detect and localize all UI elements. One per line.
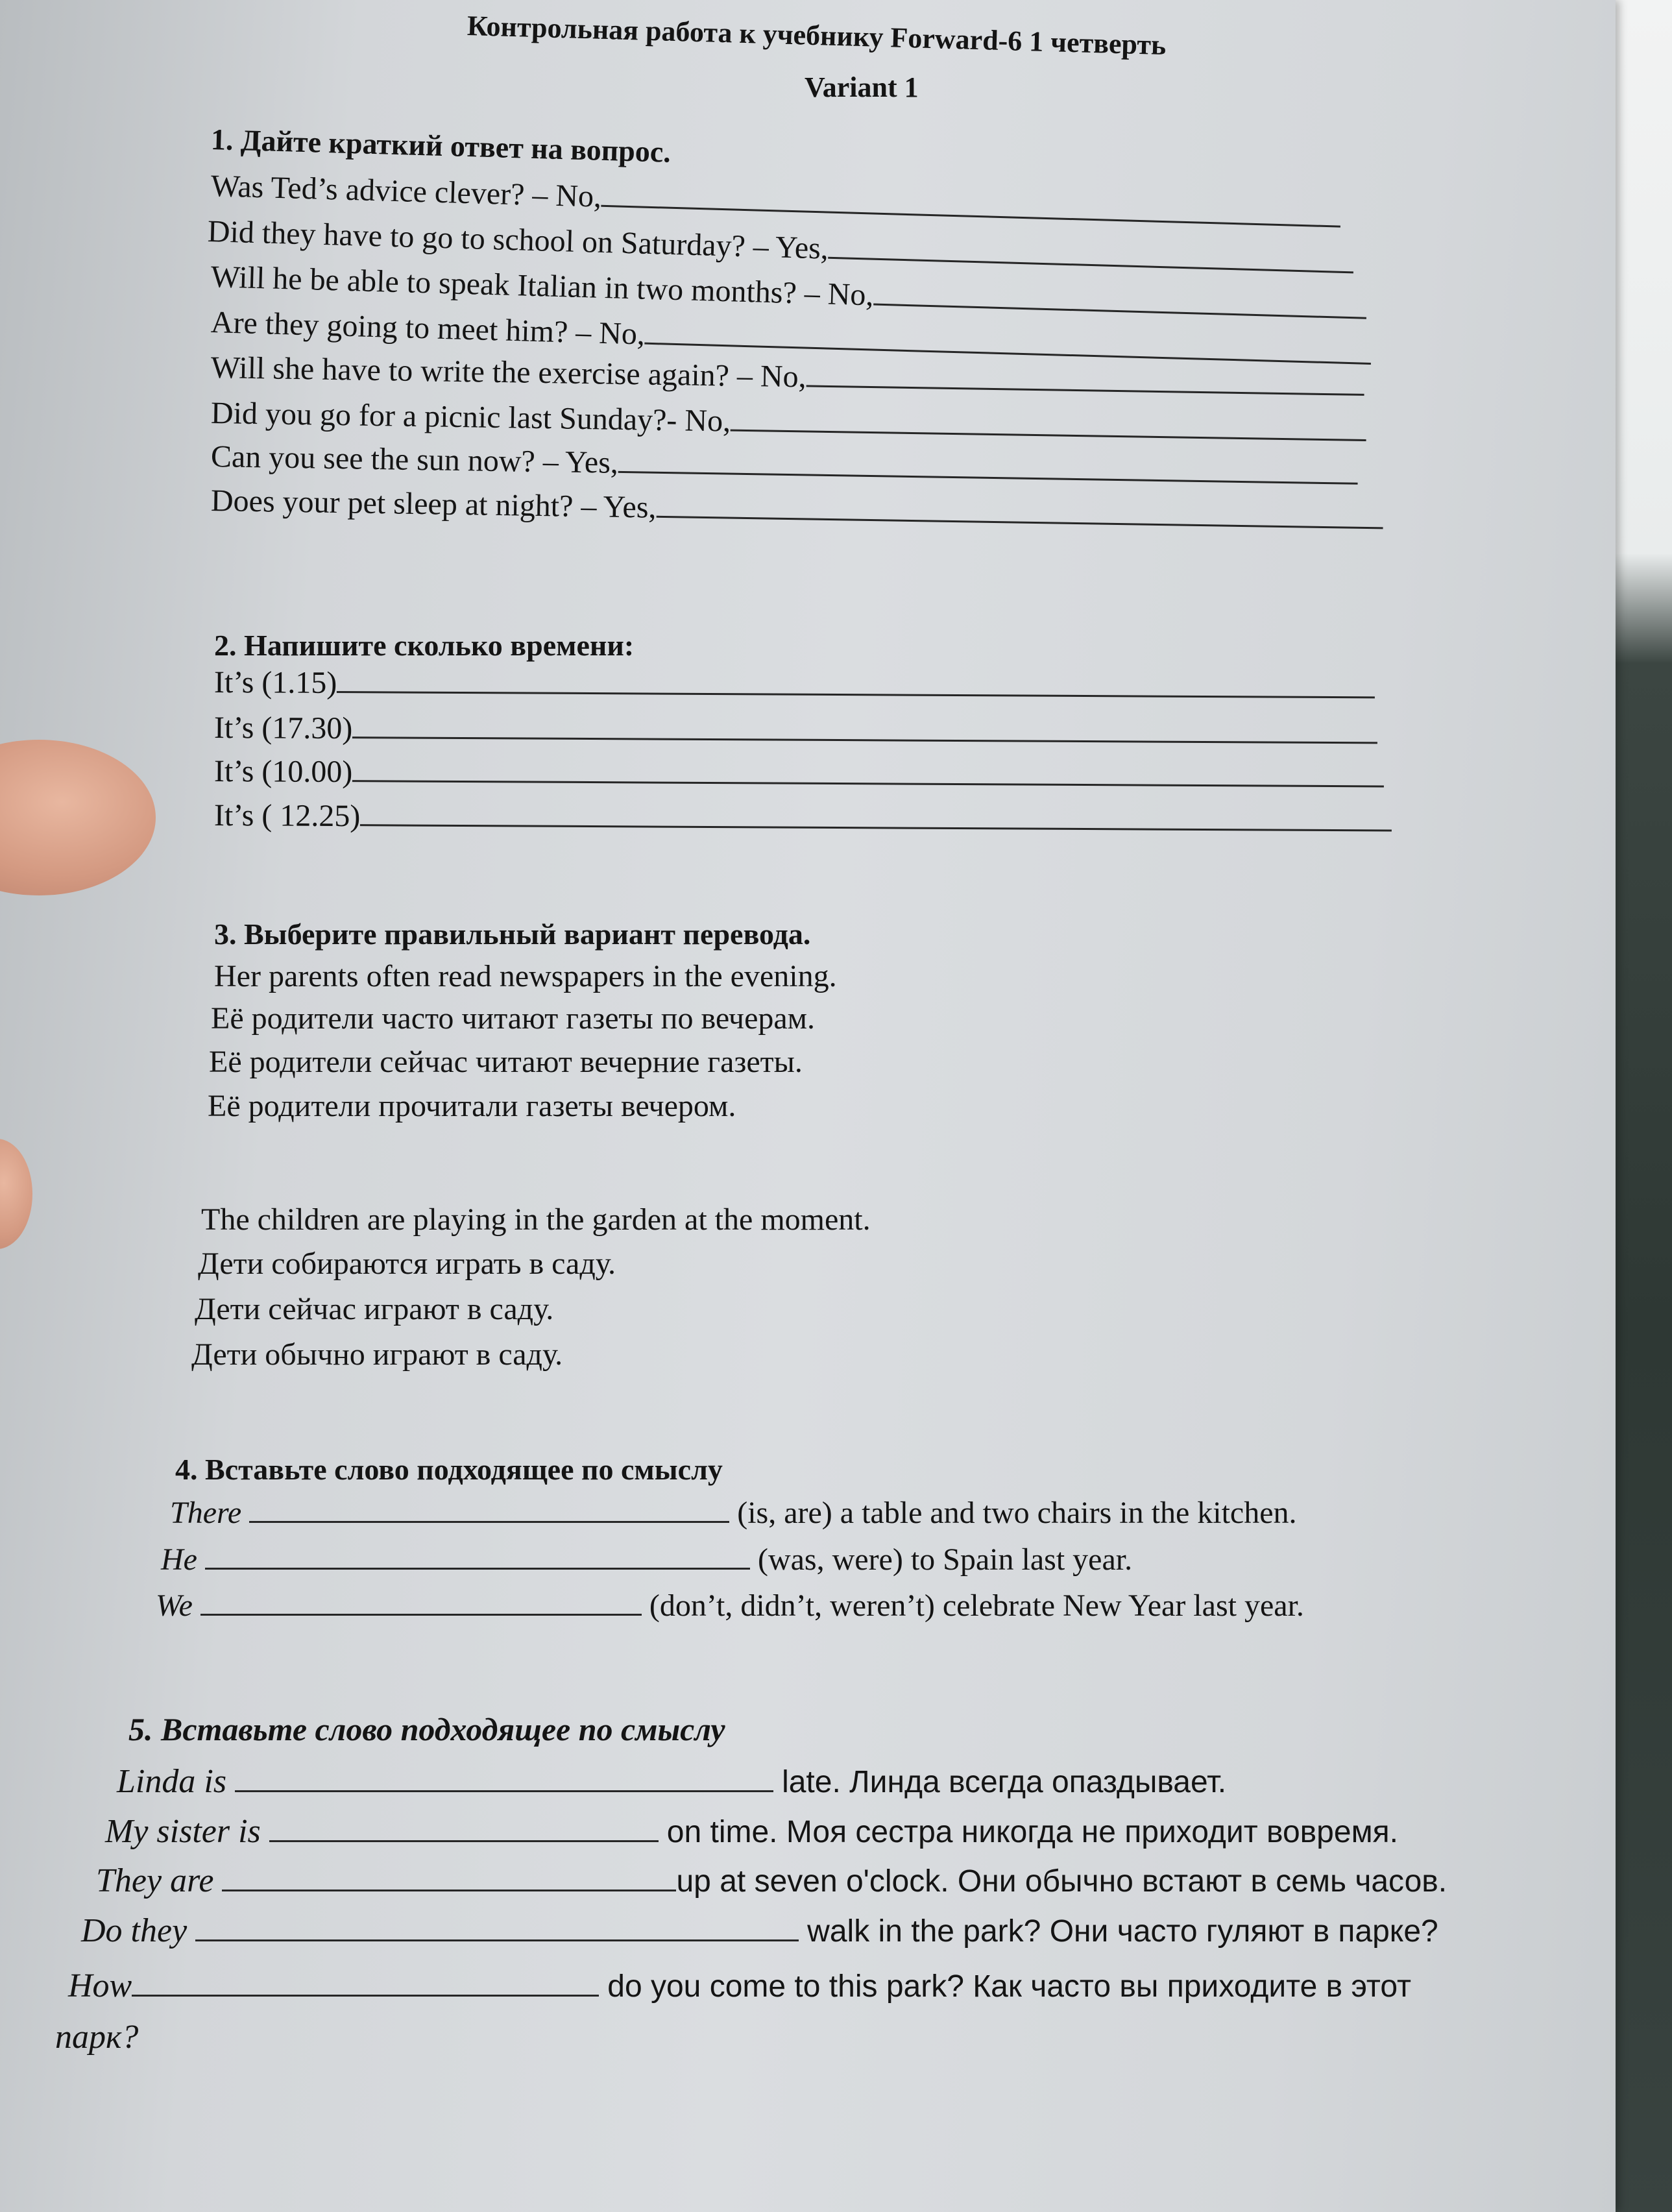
time-item (214, 751, 1385, 797)
question-text: Did you go for a picnic last Sunday?- No, (210, 396, 731, 439)
fill-in-item (96, 1861, 1447, 1901)
answer-blank[interactable] (360, 796, 1392, 831)
question-text: Are they going to meet him? – No, (210, 305, 646, 352)
item-start: There (170, 1496, 242, 1530)
time-label: It’s (17.30) (213, 711, 353, 746)
answer-blank[interactable] (132, 1966, 599, 1997)
question-text: Can you see the sun now? – Yes, (210, 439, 619, 480)
translation-option[interactable]: Её родители часто читают газеты по вечерам. (211, 1001, 816, 1036)
answer-blank[interactable] (337, 662, 1375, 698)
fill-in-item (161, 1539, 1132, 1579)
answer-blank[interactable] (352, 708, 1377, 744)
item-end: walk in the park? Они часто гуляют в парке? (807, 1914, 1438, 1949)
item-start: My sister is (105, 1813, 261, 1850)
answer-blank[interactable] (222, 1861, 676, 1891)
task3-heading: 3. Выберите правильный вариант перевода. (214, 918, 811, 951)
question-text: Will he be able to speak Italian in two months? – No, (210, 260, 875, 313)
fill-in-item (105, 1812, 1398, 1852)
fill-in-item (156, 1585, 1304, 1625)
item-end: (is, are) a table and two chairs in the kitchen. (737, 1496, 1297, 1530)
time-item (214, 795, 1392, 842)
answer-blank[interactable] (352, 751, 1384, 787)
answer-blank[interactable] (235, 1762, 773, 1792)
question-text: Does your pet sleep at night? – Yes, (210, 483, 657, 525)
question-text: Did they have to go to school on Saturday? – Yes, (207, 214, 829, 266)
task2-heading: 2. Напишите сколько времени: (214, 629, 635, 662)
fill-in-item (170, 1492, 1297, 1533)
question-text: Will she have to write the exercise again? – No, (210, 350, 807, 395)
answer-blank[interactable] (269, 1812, 659, 1842)
item-end: up at seven o'clock. Они обычно встают в семь часов. (676, 1864, 1448, 1899)
page-title: Контрольная работа к учебнику Forward-6 1 четверть (466, 10, 1167, 62)
item-end: (was, were) to Spain last year. (757, 1542, 1133, 1577)
variant-label: Variant 1 (805, 71, 919, 103)
item-continuation: парк? (55, 2019, 139, 2056)
item-end: late. Линда всегда опаздывает. (782, 1765, 1227, 1799)
item-end: on time. Моя сестра никогда не приходит вовремя. (666, 1815, 1398, 1849)
time-label: It’s (10.00) (213, 754, 353, 790)
translation-option[interactable]: Дети сейчас играют в саду. (195, 1292, 554, 1326)
time-label: It’s (1.15) (213, 665, 337, 700)
answer-blank[interactable] (249, 1492, 729, 1523)
item-start: Linda is (117, 1763, 227, 1800)
item-end: do you come to this park? Как часто вы приходите в этот (607, 1969, 1411, 2004)
time-item (214, 707, 1378, 753)
task5-heading: 5. Вставьте слово подходящее по смыслу (128, 1711, 725, 1747)
answer-blank[interactable] (205, 1539, 750, 1570)
question-text: Was Ted’s advice clever? – No, (210, 169, 602, 214)
task1-heading: 1. Дайте краткий ответ на вопрос. (210, 123, 672, 169)
item-start: Do they (81, 1912, 188, 1949)
source-sentence: Her parents often read newspapers in the evening. (214, 959, 837, 993)
answer-blank[interactable] (656, 487, 1383, 529)
item-start: They are (96, 1862, 214, 1899)
source-sentence: The children are playing in the garden at the moment. (201, 1202, 871, 1237)
time-label: It’s ( 12.25) (213, 798, 361, 834)
item-end: (don’t, didn’t, weren’t) celebrate New Year last year. (649, 1588, 1304, 1623)
translation-option[interactable]: Её родители сейчас читают вечерние газеты. (209, 1045, 803, 1079)
item-start: He (161, 1542, 197, 1577)
item-start: How (68, 1967, 132, 2004)
answer-blank[interactable] (200, 1585, 642, 1616)
time-item (214, 662, 1375, 708)
task4-heading: 4. Вставьте слово подходящее по смыслу (175, 1453, 723, 1486)
answer-blank[interactable] (601, 176, 1342, 228)
fill-in-item (68, 1966, 1411, 2006)
item-start: We (156, 1588, 193, 1623)
answer-blank[interactable] (731, 401, 1367, 441)
translation-option[interactable]: Дети обычно играют в саду. (191, 1337, 563, 1372)
answer-blank[interactable] (195, 1911, 799, 1941)
translation-option[interactable]: Её родители прочитали газеты вечером. (208, 1089, 736, 1123)
fill-in-item (81, 1911, 1438, 1951)
fill-in-item (117, 1762, 1226, 1802)
translation-option[interactable]: Дети собираются играть в саду. (198, 1246, 616, 1281)
